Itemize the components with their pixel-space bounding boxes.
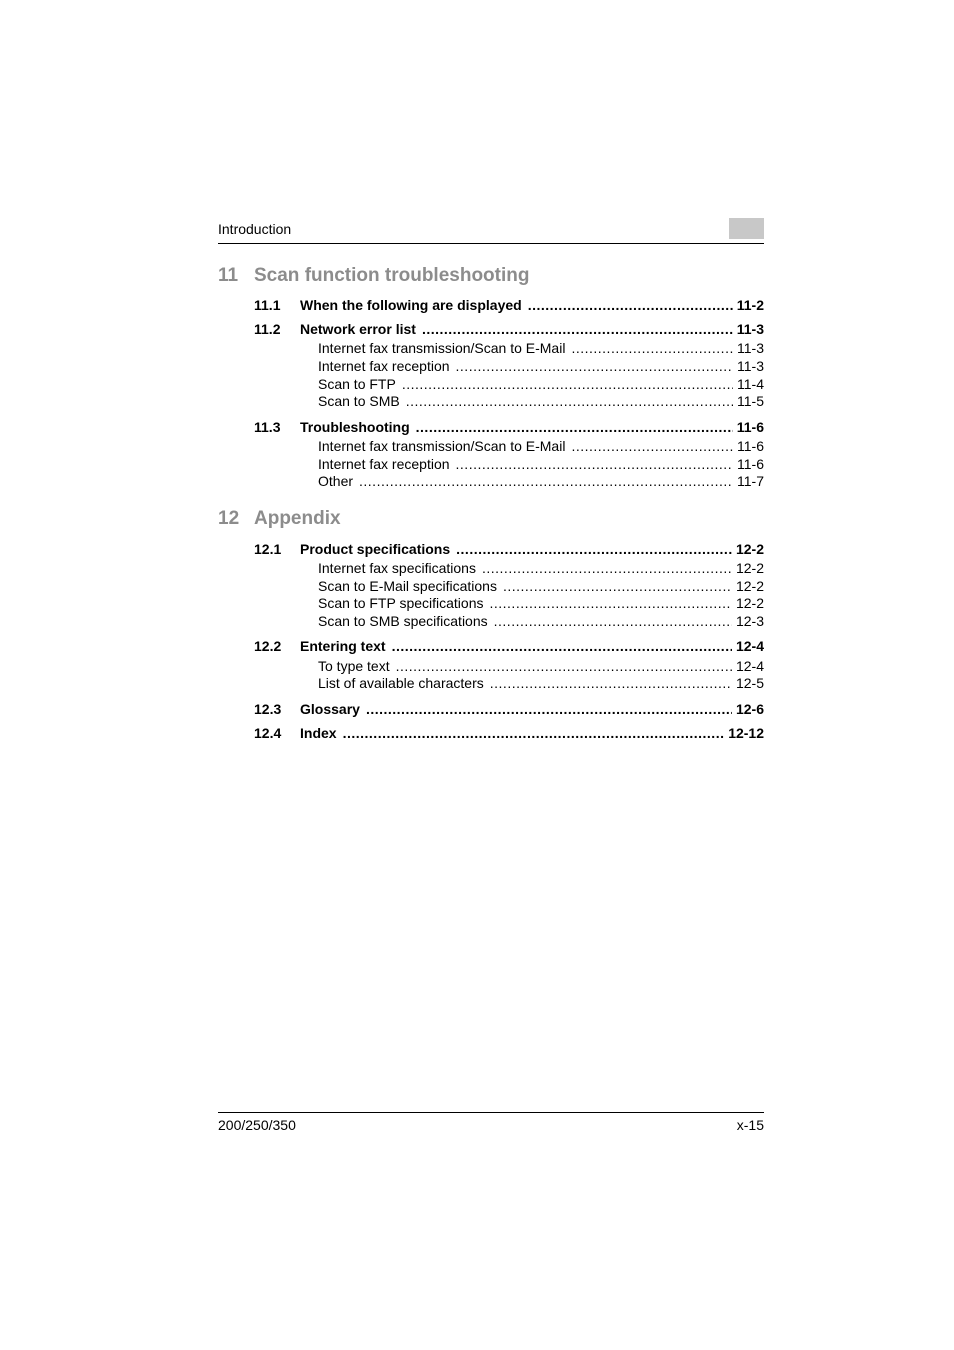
section-number: 12.4 xyxy=(254,725,282,741)
dot-leader xyxy=(343,724,725,742)
dot-leader xyxy=(402,375,733,393)
entry-title: When the following are displayed xyxy=(300,297,522,313)
dot-leader xyxy=(494,612,732,630)
toc-entry[interactable] xyxy=(218,540,764,558)
section-number: 11.3 xyxy=(254,419,281,435)
entry-page: 11-5 xyxy=(737,393,764,409)
entry-page: 11-3 xyxy=(736,321,764,337)
dot-leader xyxy=(571,339,733,357)
toc-subentry[interactable] xyxy=(218,657,764,675)
dot-leader xyxy=(359,472,733,490)
header-tab-marker xyxy=(729,218,764,239)
dot-leader xyxy=(422,320,733,338)
toc-entry[interactable] xyxy=(218,724,764,742)
entry-page: 12-2 xyxy=(735,560,764,576)
toc-subentry[interactable] xyxy=(218,612,764,630)
entry-title: Entering text xyxy=(300,638,386,654)
dot-leader xyxy=(392,637,732,655)
chapter-number: 12 xyxy=(218,508,240,529)
section-number: 12.2 xyxy=(254,638,282,654)
dot-leader xyxy=(489,594,731,612)
entry-title: Internet fax reception xyxy=(318,456,450,472)
entry-title: Network error list xyxy=(300,321,416,337)
toc-subentry[interactable] xyxy=(218,674,764,692)
entry-page: 11-6 xyxy=(737,438,764,454)
entry-title: Scan to E-Mail specifications xyxy=(318,578,497,594)
entry-page: 11-4 xyxy=(737,376,764,392)
entry-title: Scan to SMB xyxy=(318,393,400,409)
toc-subentry[interactable] xyxy=(218,455,764,473)
entry-page: 11-2 xyxy=(736,297,764,313)
dot-leader xyxy=(571,437,733,455)
entry-page: 11-6 xyxy=(736,419,764,435)
section-number: 11.1 xyxy=(254,297,281,313)
toc-subentry[interactable] xyxy=(218,357,764,375)
dot-leader xyxy=(503,577,732,595)
toc-entry[interactable] xyxy=(218,418,764,436)
entry-page: 11-3 xyxy=(737,358,764,374)
dot-leader xyxy=(456,540,732,558)
entry-page: 12-12 xyxy=(728,725,764,741)
entry-title: Internet fax specifications xyxy=(318,560,476,576)
chapter-heading xyxy=(218,508,764,534)
chapter-heading xyxy=(218,265,764,291)
toc-entry[interactable] xyxy=(218,296,764,314)
chapter-title: Scan function troubleshooting xyxy=(254,265,530,286)
section-number: 12.3 xyxy=(254,701,282,717)
dot-leader xyxy=(396,657,732,675)
toc-subentry[interactable] xyxy=(218,375,764,393)
entry-title: To type text xyxy=(318,658,390,674)
entry-page: 12-5 xyxy=(735,675,764,691)
entry-page: 12-6 xyxy=(735,701,764,717)
toc-entry[interactable] xyxy=(218,637,764,655)
dot-leader xyxy=(406,392,733,410)
dot-leader xyxy=(456,357,733,375)
entry-title: Product specifications xyxy=(300,541,451,557)
entry-title: Internet fax transmission/Scan to E-Mail xyxy=(318,438,566,454)
toc-entry[interactable] xyxy=(218,320,764,338)
entry-page: 11-6 xyxy=(737,456,764,472)
footer-page-number: x-15 xyxy=(736,1117,764,1133)
page-header xyxy=(218,218,764,244)
toc-subentry[interactable] xyxy=(218,392,764,410)
footer-model: 200/250/350 xyxy=(218,1117,296,1133)
entry-page: 12-4 xyxy=(735,658,764,674)
entry-title: Troubleshooting xyxy=(300,419,410,435)
entry-title: Scan to FTP specifications xyxy=(318,595,484,611)
page-footer xyxy=(218,1112,764,1137)
dot-leader xyxy=(366,700,732,718)
entry-page: 12-3 xyxy=(735,613,764,629)
entry-title: Internet fax reception xyxy=(318,358,450,374)
chapter-11 xyxy=(218,265,764,495)
dot-leader xyxy=(528,296,733,314)
toc-subentry[interactable] xyxy=(218,437,764,455)
entry-title: Other xyxy=(318,473,354,489)
entry-title: Scan to FTP xyxy=(318,376,396,392)
toc-subentry[interactable] xyxy=(218,594,764,612)
entry-page: 11-3 xyxy=(737,340,764,356)
chapter-12 xyxy=(218,508,764,748)
header-title: Introduction xyxy=(218,221,292,237)
entry-title: List of available characters xyxy=(318,675,484,691)
chapter-number: 11 xyxy=(218,265,239,286)
entry-title: Scan to SMB specifications xyxy=(318,613,488,629)
entry-page: 12-2 xyxy=(735,595,764,611)
entry-page: 12-4 xyxy=(735,638,764,654)
dot-leader xyxy=(416,418,733,436)
toc-subentry[interactable] xyxy=(218,472,764,490)
entry-page: 12-2 xyxy=(735,541,764,557)
toc-subentry[interactable] xyxy=(218,559,764,577)
toc-subentry[interactable] xyxy=(218,577,764,595)
toc-entry[interactable] xyxy=(218,700,764,718)
entry-title: Index xyxy=(300,725,337,741)
dot-leader xyxy=(490,674,732,692)
dot-leader xyxy=(482,559,732,577)
chapter-title: Appendix xyxy=(254,508,341,529)
dot-leader xyxy=(456,455,733,473)
entry-title: Internet fax transmission/Scan to E-Mail xyxy=(318,340,566,356)
toc-subentry[interactable] xyxy=(218,339,764,357)
section-number: 11.2 xyxy=(254,321,281,337)
entry-page: 12-2 xyxy=(735,578,764,594)
entry-title: Glossary xyxy=(300,701,360,717)
entry-page: 11-7 xyxy=(737,473,764,489)
section-number: 12.1 xyxy=(254,541,282,557)
